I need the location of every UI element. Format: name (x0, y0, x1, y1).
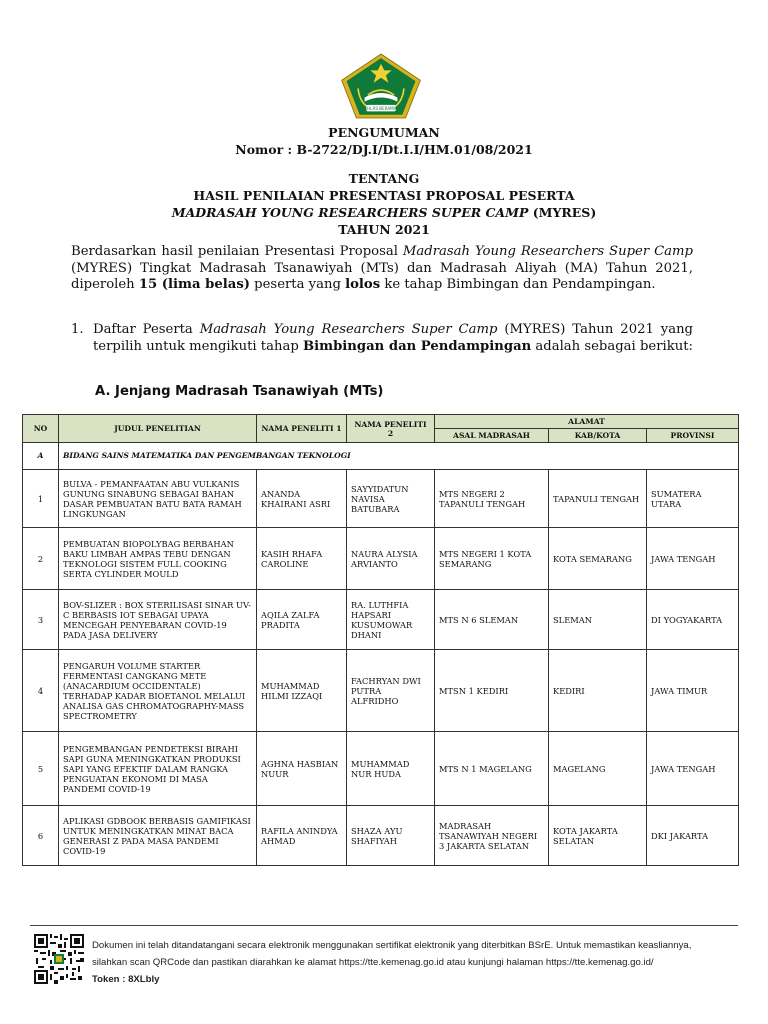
intro-text-1: Berdasarkan hasil penilaian Presentasi Proposal (71, 244, 403, 259)
table-row (23, 806, 739, 866)
header-asal-madrasah: ASAL MADRASAH (435, 429, 549, 443)
item-stage-name: Bimbingan dan Pendampingan (302, 338, 532, 354)
cell-kab-kota: KEDIRI (549, 650, 647, 732)
section-label: BIDANG SAINS MATEMATIKA DAN PENGEMBANGAN TEKNOLOGI (59, 443, 739, 470)
footer-token: Token : 8XLbly (92, 974, 160, 985)
header-alamat: ALAMAT (435, 415, 739, 429)
cell-peneliti-1: KASIH RHAFA CAROLINE (257, 528, 347, 590)
cell-no: 3 (23, 590, 59, 650)
cell-kab-kota: MAGELANG (549, 732, 647, 806)
cell-no: 5 (23, 732, 59, 806)
table-row (23, 528, 739, 590)
tentang-label: TENTANG (348, 171, 420, 186)
cell-peneliti-2: SHAZA AYU SHAFIYAH (347, 806, 435, 866)
cell-no: 2 (23, 528, 59, 590)
item-text-3: adalah sebagai berikut: (531, 338, 693, 354)
kemenag-logo (340, 52, 422, 120)
list-item-1 (71, 322, 693, 355)
intro-lolos: lolos (345, 277, 381, 292)
cell-judul: PENGEMBANGAN PENDETEKSI BIRAHI SAPI GUNA MENINGKATKAN PRODUKSI SAPI YANG EFEKTIF DALAM RANGKA PENGUATAN EKONOMI DI MASA PANDEMI COVID-19 (59, 732, 257, 806)
header-peneliti-2: NAMA PENELITI 2 (347, 415, 435, 443)
item-text-1: Daftar Peserta (93, 322, 200, 337)
cell-no: 1 (23, 470, 59, 528)
table-row (23, 590, 739, 650)
cell-peneliti-2: MUHAMMAD NUR HUDA (347, 732, 435, 806)
list-item-body (93, 322, 693, 355)
cell-kab-kota: TAPANULI TENGAH (549, 470, 647, 528)
subject-year: TAHUN 2021 (338, 222, 430, 237)
cell-no: 6 (23, 806, 59, 866)
cell-asal-madrasah: MTS N 1 MAGELANG (435, 732, 549, 806)
cell-peneliti-2: SAYYIDATUN NAVISA BATUBARA (347, 470, 435, 528)
cell-peneliti-2: NAURA ALYSIA ARVIANTO (347, 528, 435, 590)
cell-asal-madrasah: MADRASAH TSANAWIYAH NEGERI 3 JAKARTA SELATAN (435, 806, 549, 866)
footer-line-1: Dokumen ini telah ditandatangani secara elektronik menggunakan sertifikat elektronik yang diterbitkan BSrE. Untuk memastikan keasliannya, (92, 940, 692, 951)
cell-kab-kota: SLEMAN (549, 590, 647, 650)
intro-program-name: Madrasah Young Researchers Super Camp (402, 244, 693, 259)
cell-provinsi: JAWA TENGAH (647, 528, 739, 590)
cell-judul: APLIKASI GDBOOK BERBASIS GAMIFIKASI UNTUK MENINGKATKAN MINAT BACA GENERASI Z PADA MASA PANDEMI COVID-19 (59, 806, 257, 866)
announcement-number: Nomor : B-2722/DJ.I/Dt.I.I/HM.01/08/2021 (235, 142, 533, 157)
participants-table (22, 414, 739, 866)
cell-judul: PENGARUH VOLUME STARTER FERMENTASI CANGKANG METE (ANACARDIUM OCCIDENTALE) TERHADAP KADAR BIOETANOL MELALUI ANALISA GAS CHROMATOGRAPHY-MASS SPECTROMETRY (59, 650, 257, 732)
cell-judul: BULVA - PEMANFAATAN ABU VULKANIS GUNUNG SINABUNG SEBAGAI BAHAN DASAR PEMBUATAN BATU BATA RAMAH LINGKUNGAN (59, 470, 257, 528)
svg-text:IKHLAS BERAMAL: IKHLAS BERAMAL (363, 106, 399, 112)
cell-judul: PEMBUATAN BIOPOLYBAG BERBAHAN BAKU LIMBAH AMPAS TEBU DENGAN TEKNOLOGI SISTEM FULL COOKING SERTA CYLINDER MOULD (59, 528, 257, 590)
subject-line-2 (0, 204, 768, 221)
footer-notice (92, 937, 742, 988)
header-provinsi: PROVINSI (647, 429, 739, 443)
cell-peneliti-1: AGHNA HASBIAN NUUR (257, 732, 347, 806)
table-row (23, 732, 739, 806)
header-kab-kota: KAB/KOTA (549, 429, 647, 443)
cell-peneliti-1: ANANDA KHAIRANI ASRI (257, 470, 347, 528)
subject-heading (0, 170, 768, 238)
cell-provinsi: JAWA TENGAH (647, 732, 739, 806)
subject-line-1: HASIL PENILAIAN PRESENTASI PROPOSAL PESERTA (193, 188, 575, 203)
cell-peneliti-1: RAFILA ANINDYA AHMAD (257, 806, 347, 866)
program-name: MADRASAH YOUNG RESEARCHERS SUPER CAMP (171, 205, 529, 220)
cell-asal-madrasah: MTS NEGERI 1 KOTA SEMARANG (435, 528, 549, 590)
cell-asal-madrasah: MTS NEGERI 2 TAPANULI TENGAH (435, 470, 549, 528)
cell-kab-kota: KOTA JAKARTA SELATAN (549, 806, 647, 866)
intro-text-3: peserta yang (249, 277, 346, 292)
item-text-2: (MYRES) Tahun 2021 yang terpilih untuk mengikuti tahap (93, 322, 694, 354)
cell-no: 4 (23, 650, 59, 732)
section-subheading: A. Jenjang Madrasah Tsanawiyah (MTs) (95, 384, 384, 399)
cell-provinsi: DKI JAKARTA (647, 806, 739, 866)
announcement-title: PENGUMUMAN (328, 125, 440, 140)
footer-line-2: silahkan scan QRCode dan pastikan diarahkan ke alamat https://tte.kemenag.go.id atau kunjungi halaman https://tte.kemenag.go.id/ (92, 957, 654, 968)
section-code: A (23, 443, 59, 470)
cell-kab-kota: KOTA SEMARANG (549, 528, 647, 590)
intro-text-2: (MYRES) Tingkat Madrasah Tsanawiyah (MTs) dan Madrasah Aliyah (MA) Tahun 2021, diperoleh (71, 260, 693, 292)
cell-peneliti-1: AQILA ZALFA PRADITA (257, 590, 347, 650)
cell-peneliti-2: FACHRYAN DWI PUTRA ALFRIDHO (347, 650, 435, 732)
cell-judul: BOV-SLIZER : BOX STERILISASI SINAR UV-C BERBASIS IOT SEBAGAI UPAYA MENCEGAH PENYEBARAN COVID-19 PADA JASA DELIVERY (59, 590, 257, 650)
cell-provinsi: DI YOGYAKARTA (647, 590, 739, 650)
header-no: NO (23, 415, 59, 443)
footer (0, 925, 768, 1024)
qr-code-icon (34, 934, 84, 984)
announcement-heading (0, 124, 768, 158)
cell-asal-madrasah: MTS N 6 SLEMAN (435, 590, 549, 650)
table-section-row (23, 443, 739, 470)
cell-provinsi: JAWA TIMUR (647, 650, 739, 732)
cell-peneliti-2: RA. LUTHFIA HAPSARI KUSUMOWAR DHANI (347, 590, 435, 650)
program-acronym: (MYRES) (528, 205, 597, 220)
cell-provinsi: SUMATERA UTARA (647, 470, 739, 528)
table-row (23, 470, 739, 528)
table-header-row (23, 415, 739, 429)
intro-count: 15 (lima belas) (138, 277, 250, 292)
header-peneliti-1: NAMA PENELITI 1 (257, 415, 347, 443)
item-program-name: Madrasah Young Researchers Super Camp (199, 322, 498, 337)
header-judul: JUDUL PENELITIAN (59, 415, 257, 443)
footer-divider (30, 925, 738, 926)
table-row (23, 650, 739, 732)
intro-text-4: ke tahap Bimbingan dan Pendampingan. (380, 277, 656, 292)
intro-paragraph (71, 244, 693, 294)
cell-peneliti-1: MUHAMMAD HILMI IZZAQI (257, 650, 347, 732)
cell-asal-madrasah: MTSN 1 KEDIRI (435, 650, 549, 732)
list-item-number: 1. (71, 322, 84, 337)
